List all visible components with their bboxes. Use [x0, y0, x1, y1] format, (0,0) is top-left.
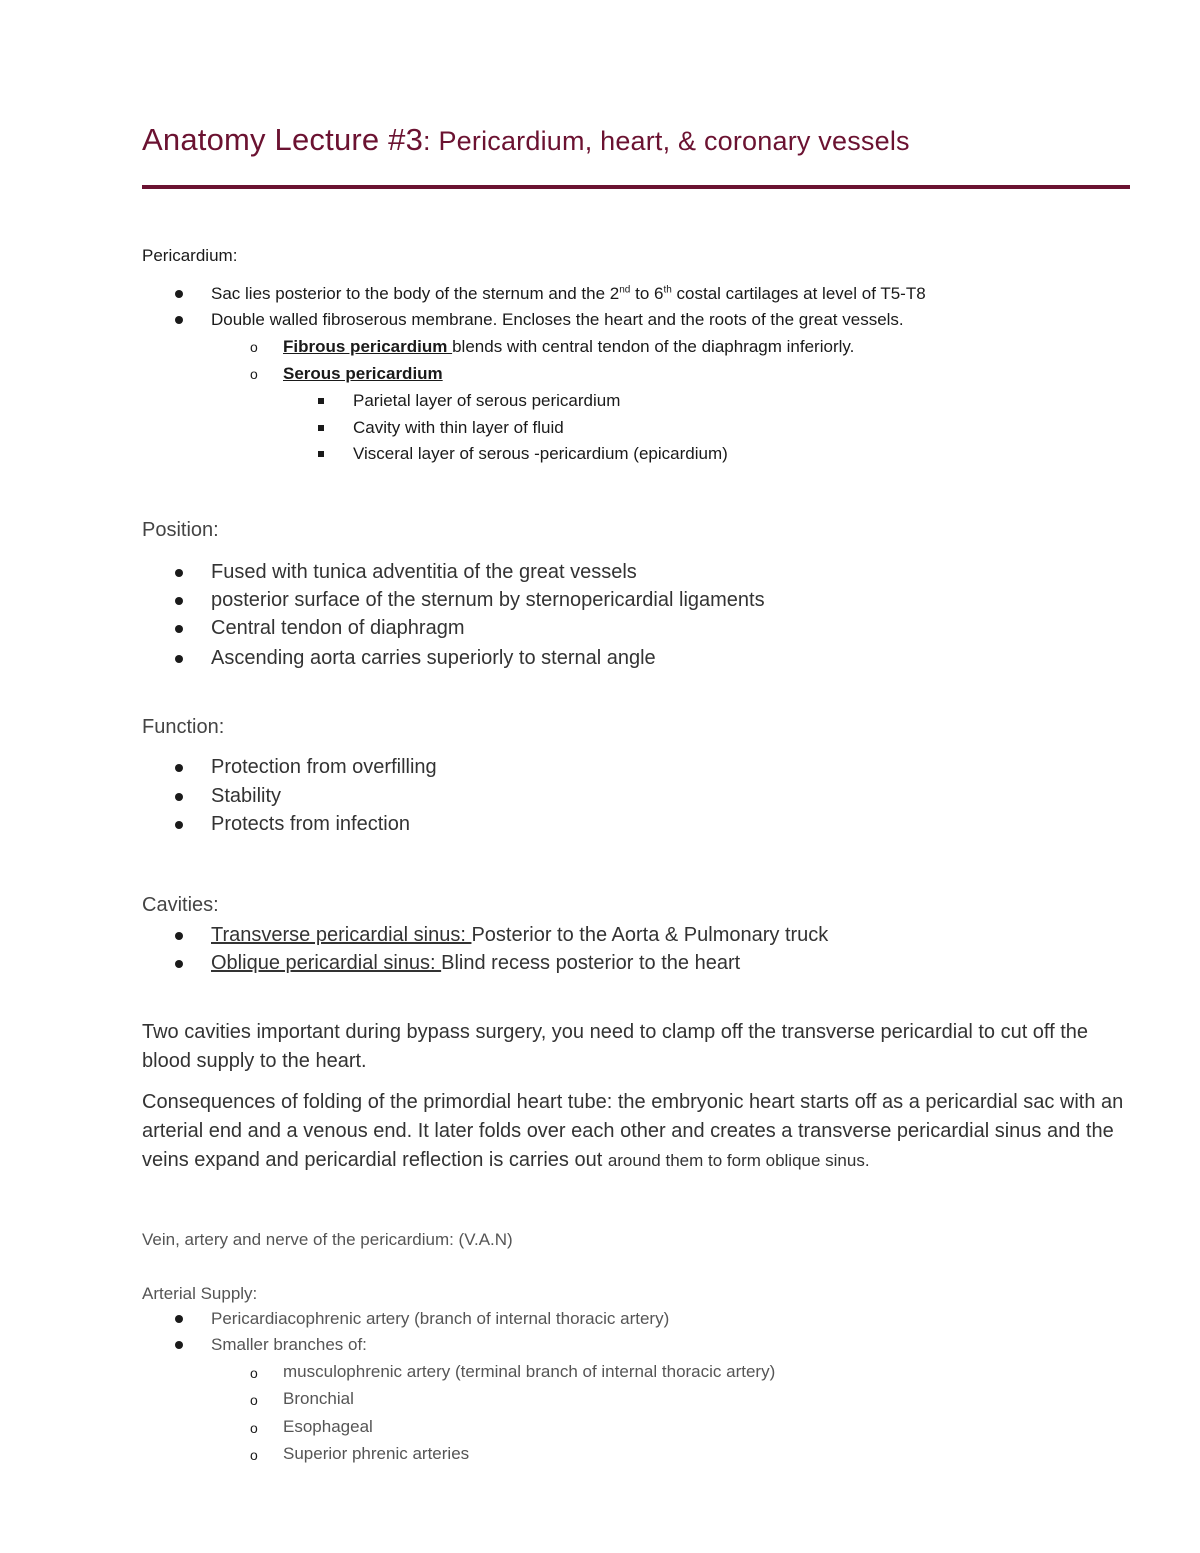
oblique-label: Oblique pericardial sinus:: [211, 952, 442, 974]
pericardium-bullet-2: Double walled fibroserous membrane. Encloses the heart and the roots of the great vessels.: [211, 310, 904, 329]
square-bullet-icon: [318, 451, 324, 457]
bullet-icon: [175, 764, 183, 772]
arterial-subitem: Bronchial: [283, 1389, 354, 1408]
serous-subitem: Visceral layer of serous -pericardium (epicardium): [353, 444, 728, 463]
bullet-icon: [175, 569, 183, 577]
serous-pericardium-item: [283, 364, 443, 384]
serous-subitem: Cavity with thin layer of fluid: [353, 418, 564, 437]
folding-text: Consequences of folding of the primordial heart tube: the embryonic heart starts off as a pericardial sac with an arterial end and a venous end. It later folds over each other and creates a transverse pericardial sinus and the veins expand and pericardial reflection is carries out: [142, 1091, 1124, 1171]
text-span: costal cartilages at level of T5-T8: [671, 284, 926, 303]
folding-paragraph: [142, 1088, 1132, 1175]
square-bullet-icon: [318, 425, 324, 431]
circle-bullet-icon: o: [250, 1420, 258, 1436]
bullet-icon: [175, 625, 183, 633]
bullet-icon: [175, 316, 183, 324]
folding-text-small: around them to form oblique sinus.: [607, 1151, 870, 1170]
bullet-icon: [175, 793, 183, 801]
bullet-icon: [175, 932, 183, 940]
serous-subitem: Parietal layer of serous pericardium: [353, 391, 621, 410]
circle-bullet-icon: o: [250, 1365, 258, 1381]
superscript: nd: [619, 284, 631, 296]
oblique-sinus-item: [211, 952, 740, 975]
square-bullet-icon: [318, 398, 324, 404]
text-span: Sac lies posterior to the body of the sternum and the 2: [211, 284, 620, 303]
bullet-icon: [175, 655, 183, 663]
oblique-text: Blind recess posterior to the heart: [441, 952, 741, 974]
superscript: th: [663, 284, 672, 296]
bypass-paragraph: Two cavities important during bypass surgery, you need to clamp off the transverse pericardial to cut off the blood supply to the heart.: [142, 1021, 1089, 1072]
function-heading: Function:: [142, 716, 225, 738]
circle-bullet-icon: o: [250, 1392, 258, 1408]
transverse-label: Transverse pericardial sinus:: [211, 924, 472, 946]
fibrous-label: Fibrous pericardium: [283, 337, 453, 356]
pericardium-bullet-1: [211, 284, 926, 304]
title-rule: [142, 185, 1130, 189]
van-heading: Vein, artery and nerve of the pericardium: (V.A.N): [142, 1230, 513, 1249]
title-main: Anatomy Lecture #3: [142, 122, 424, 157]
fibrous-pericardium-item: [283, 337, 854, 357]
function-item: Stability: [211, 785, 282, 807]
position-item: Central tendon of diaphragm: [211, 617, 465, 639]
bullet-icon: [175, 960, 183, 968]
text-span: to 6: [630, 284, 664, 303]
bullet-icon: [175, 290, 183, 298]
arterial-item: Pericardiacophrenic artery (branch of internal thoracic artery): [211, 1309, 670, 1328]
transverse-sinus-item: [211, 924, 828, 947]
position-heading: Position:: [142, 519, 219, 541]
function-item: Protects from infection: [211, 813, 410, 835]
pericardium-heading: Pericardium:: [142, 246, 238, 265]
arterial-item: Smaller branches of:: [211, 1335, 367, 1354]
bullet-icon: [175, 1341, 183, 1349]
circle-bullet-icon: o: [250, 339, 258, 355]
arterial-subitem: Superior phrenic arteries: [283, 1444, 470, 1463]
bullet-icon: [175, 1315, 183, 1323]
arterial-subitem: musculophrenic artery (terminal branch of internal thoracic artery): [283, 1362, 776, 1381]
serous-label: Serous pericardium: [283, 364, 443, 383]
circle-bullet-icon: o: [250, 366, 258, 382]
bullet-icon: [175, 821, 183, 829]
arterial-heading: Arterial Supply:: [142, 1284, 258, 1303]
position-item: posterior surface of the sternum by sternopericardial ligaments: [211, 589, 765, 611]
arterial-subitem: Esophageal: [283, 1417, 373, 1436]
page-title: [142, 122, 910, 158]
position-item: Ascending aorta carries superiorly to sternal angle: [211, 647, 656, 669]
fibrous-text: blends with central tendon of the diaphragm inferiorly.: [452, 337, 855, 356]
transverse-text: Posterior to the Aorta & Pulmonary truck: [471, 924, 829, 946]
position-item: Fused with tunica adventitia of the great vessels: [211, 561, 637, 583]
function-item: Protection from overfilling: [211, 756, 437, 778]
title-sub: : Pericardium, heart, & coronary vessels: [423, 126, 910, 156]
cavities-heading: Cavities:: [142, 894, 219, 916]
bullet-icon: [175, 597, 183, 605]
circle-bullet-icon: o: [250, 1447, 258, 1463]
